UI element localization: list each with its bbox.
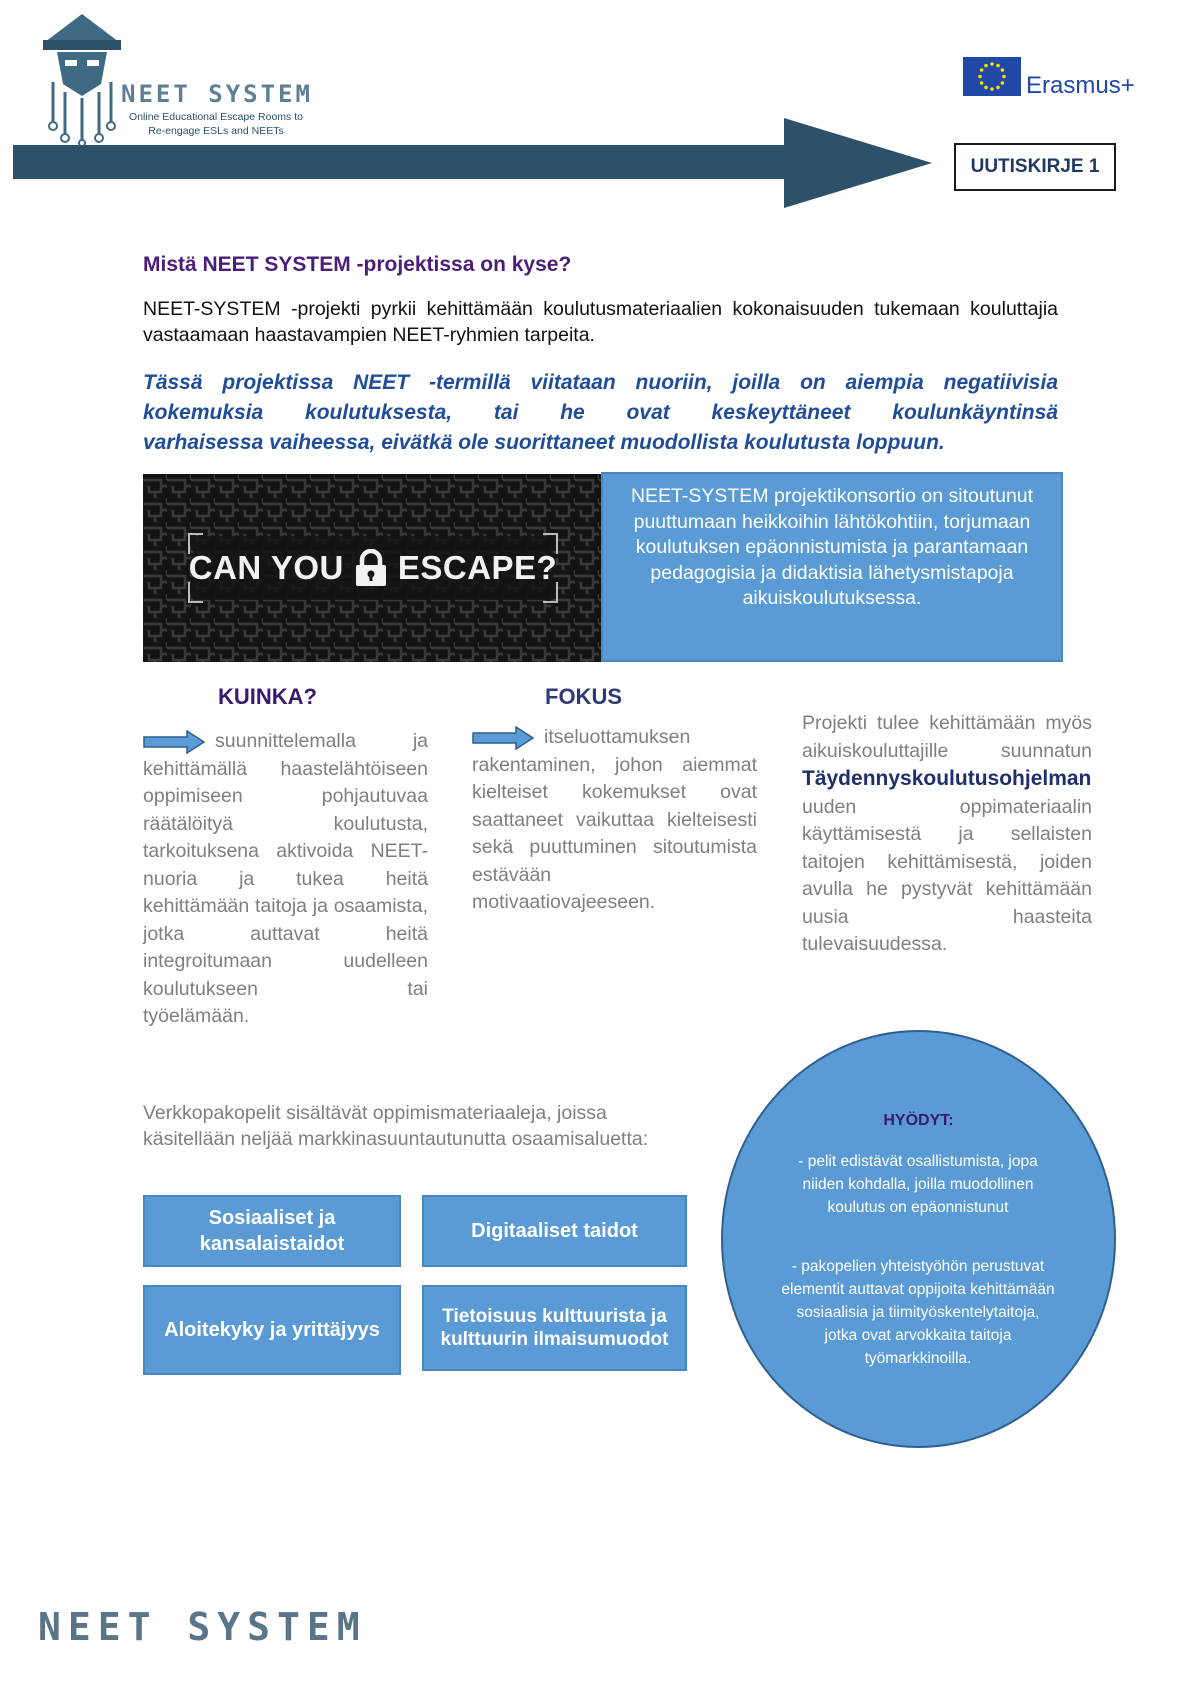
brand-name: NEET SYSTEM [121,80,313,108]
arrow-right-icon [143,730,205,754]
kuinka-text: suunnittelemalla ja kehittämällä haastelähtöiseen oppimiseen pohjautuvaa räätälöityä koulutusta, tarkoituksena aktivoida NEET-nuoria ja tukea heitä kehittämään taitoja ja osaamista, jotka auttavat heitä integroitumaan uudelleen koulutukseen tai [143,730,428,1000]
area-label: Sosiaaliset ja kansalaistaidot [199,1207,345,1255]
fokus-column [472,724,757,917]
area-box-culture [422,1285,687,1371]
fokus-heading: FOKUS [545,684,622,709]
kuinka-column [143,728,428,1031]
page-heading: Mistä NEET SYSTEM -projektissa on kyse? [143,253,572,276]
games-intro: Verkkopakopelit sisältävät oppimismateriaaleja, joissa käsitellään neljää markkinasuuntautunutta osaamisaluetta: [143,1102,649,1150]
header-arrow-band [13,145,813,179]
footer-brand-logo: NEET SYSTEM [38,1605,367,1649]
area-label: Tietoisuus kulttuurista ja kulttuurin ilmaisumuodot [440,1306,669,1350]
training-program-name: Täydennyskoulutusohjelman [802,767,1092,790]
training-text-start: Projekti tulee kehittämään myös aikuiskouluttajille suunnatun [802,712,1092,762]
neet-definition [143,368,1058,458]
escape-title [143,474,603,662]
escape-text-left: CAN YOU [188,549,344,586]
area-label: Aloitekyky ja yrittäjyys [164,1319,380,1341]
benefit-item: - pakopelien yhteistyöhön perustuvat elementit auttavat oppijoita kehittämään sosiaalisia ja tiimityöskentelytaitoja, jotka ovat arvokkaita taitoja työmarkkinoilla. [781,1258,1055,1367]
escape-room-image [143,474,603,662]
training-text-end: tulevaisuudessa. [802,933,948,955]
benefits-title: HYÖDYT: [883,1112,954,1129]
padlock-icon [354,549,388,587]
fokus-text: itseluottamuksen rakentaminen, johon aiemmat kielteiset kokemukset ovat saattaneet vaikuttaa kielteisesti sekä puuttuminen sitoutumista estävään [472,726,757,886]
area-label: Digitaaliset taidot [471,1219,638,1242]
fokus-text-end: motivaatiovajeeseen. [472,891,656,913]
benefits-circle [721,1030,1116,1448]
definition-line: kokemuksia koulutuksesta, tai he ovat keskeyttäneet koulunkäyntinsä [143,401,1058,424]
benefit-item: - pelit edistävät osallistumista, jopa niiden kohdalla, joilla muodollinen koulutus on epäonnistunut [798,1153,1038,1216]
definition-line: Tässä projektissa NEET -termillä viitataan nuoriin, joilla on aiempia negatiivisia [143,371,1058,394]
brand-subtitle: Online Educational Escape Rooms to Re-engage ESLs and NEETs [129,111,303,137]
definition-line: varhaisessa vaiheessa, eivätkä ole suorittaneet muodollista koulutusta loppuun. [143,431,945,454]
arrow-right-icon [472,726,534,750]
newsletter-label: UUTISKIRJE 1 [954,143,1116,191]
training-column [802,710,1092,959]
intro-paragraph: NEET-SYSTEM -projekti pyrkii kehittämään koulutusmateriaalien kokonaisuuden tukemaan kouluttajia vastaamaan haastavampien NEET-ryhmien tarpeita. [143,298,1058,346]
escape-text-right: ESCAPE? [397,549,558,586]
kuinka-text-end: työelämään. [143,1005,250,1027]
neet-system-logo-icon [35,12,130,147]
arrow-head-icon [784,118,932,208]
eu-flag-icon [963,57,1021,96]
area-box-social [143,1195,401,1267]
training-text-middle: uuden oppimateriaalin käyttämisestä ja sellaisten taitojen kehittämisestä, joiden avulla he pystyvät kehittämään uusia haasteita [802,795,1092,928]
kuinka-heading: KUINKA? [218,684,317,709]
area-box-digital [422,1195,687,1267]
erasmus-label: Erasmus+ [1026,72,1135,99]
area-box-initiative [143,1285,401,1375]
consortium-box: NEET-SYSTEM projektikonsortio on sitoutunut puuttumaan heikkoihin lähtökohtiin, torjumaan koulutuksen epäonnistumista ja parantamaan pedagogisia ja didaktisia lähetysmistapoja aikuiskoulutuksessa. [601,472,1063,662]
